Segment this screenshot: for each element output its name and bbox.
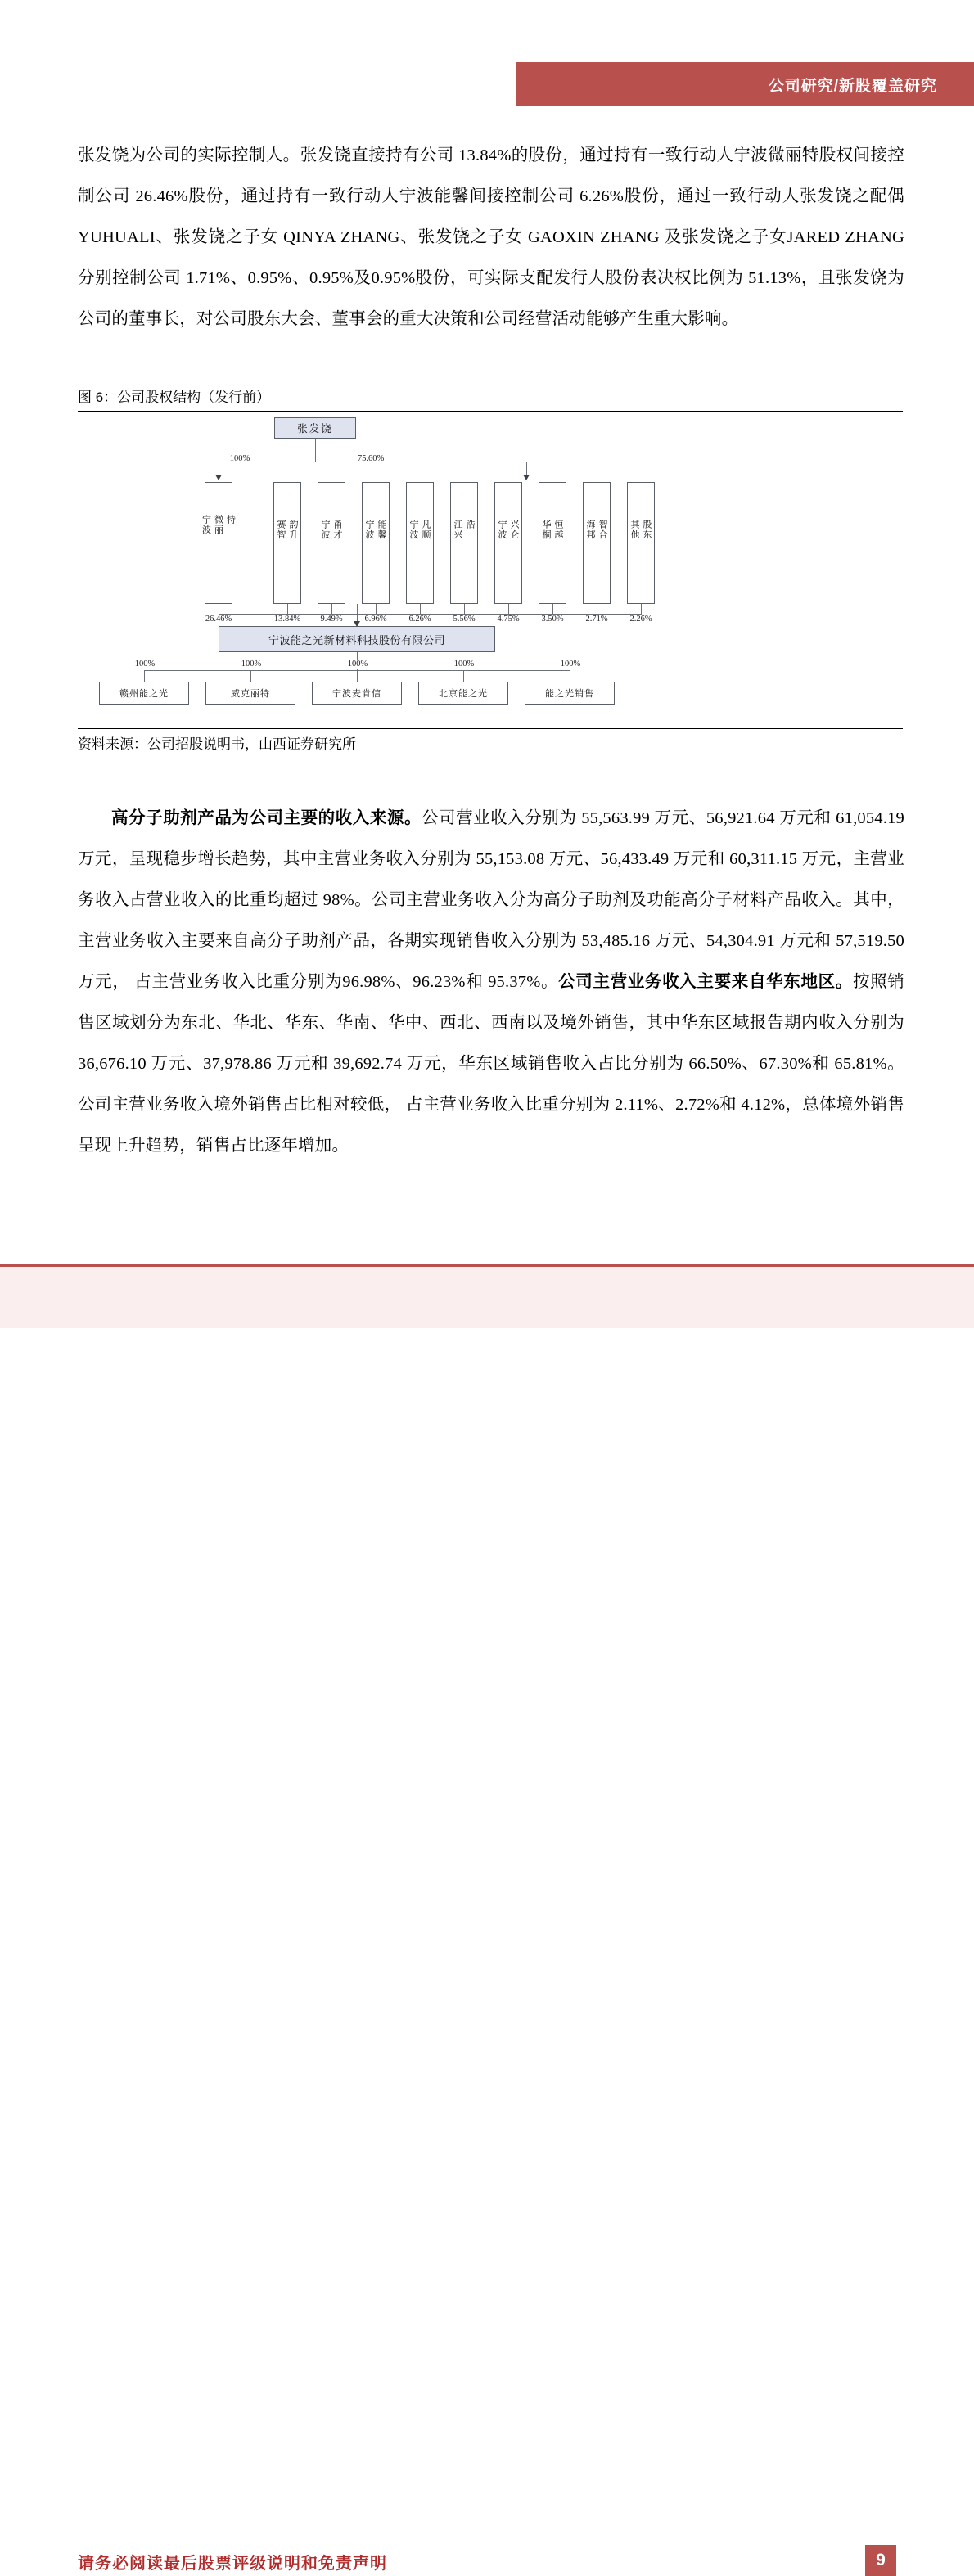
connector-drop-nengxin <box>526 462 527 475</box>
shareholder-pct-9: 2.26% <box>629 615 652 624</box>
shareholder-name-6-a: 宁波 <box>497 520 507 540</box>
node-issuer-company: 宁波能之光新材料科技股份有限公司 <box>219 626 495 652</box>
node-actual-controller: 张发饶 <box>274 417 356 439</box>
shareholder-box-8 <box>583 482 611 604</box>
subsidiary-pct-3: 100% <box>443 660 485 669</box>
page-number-badge: 9 <box>865 2545 896 2576</box>
page-footer <box>0 1267 974 2573</box>
main-content-top <box>78 135 904 340</box>
shareholder-name-6-b: 兴仑 <box>509 520 520 540</box>
shareholder-name-0-a: 宁波 <box>201 515 212 535</box>
shareholder-name-9-a: 其他 <box>629 520 640 540</box>
shareholder-name-7-a: 华桐 <box>541 520 552 540</box>
connector-root-down <box>315 439 316 462</box>
shareholder-pct-5: 5.56% <box>453 615 476 624</box>
shareholder-name-4-a: 宁波 <box>408 520 419 540</box>
paragraph-revenue <box>78 798 904 1166</box>
revenue-lead: 高分子助剂产品为公司主要的收入来源。 <box>111 809 422 827</box>
shareholder-pct-1: 13.84% <box>273 615 301 624</box>
connector-shareholders-bar <box>219 614 642 615</box>
shareholder-name-8-b: 智合 <box>597 520 608 540</box>
shareholder-name-5-b: 浩 <box>465 520 476 530</box>
connector-sh5-down <box>464 604 465 614</box>
shareholder-name-8-a: 海邦 <box>585 520 596 540</box>
connector-sub2-down <box>357 670 358 682</box>
connector-sh4-down <box>420 604 421 614</box>
region-body: 按照销售区域划分为东北、华北、华东、华南、华中、西北、西南以及境外销售，其中华东区域报告期内收入分别为 36,676.10 万元、37,978.86 万元和 39,692.74 万元，华东区域销售收入占比分别为 66.50%、67.30%和 65.81%。公司主营业务收入境外销售占比相对较低， 占主营业务收入比重分别为 2.11%、2.72%和 4.12%，总体境外销售呈现上升趋势，销售占比逐年增加。 <box>78 973 904 1155</box>
arrow-to-nengxin <box>523 475 530 480</box>
shareholder-name-1-b: 韵升 <box>288 520 299 540</box>
footer-disclaimer: 请务必阅读最后股票评级说明和免责声明 <box>78 2555 387 2573</box>
shareholder-pct-3: 6.96% <box>364 615 387 624</box>
connector-sub1-down <box>250 670 251 682</box>
page-header <box>0 62 974 106</box>
shareholder-pct-2: 9.49% <box>320 615 343 624</box>
node-subsidiary-4: 能之光销售 <box>525 682 615 705</box>
node-subsidiary-3: 北京能之光 <box>418 682 508 705</box>
shareholder-box-5 <box>450 482 478 604</box>
shareholder-name-4-b: 凡顺 <box>421 520 431 540</box>
subsidiary-pct-4: 100% <box>549 660 592 669</box>
header-title: 公司研究/新股覆盖研究 <box>768 77 937 95</box>
figure-source: 资料来源：公司招股说明书，山西证券研究所 <box>78 736 356 752</box>
shareholder-name-1-a: 赛智 <box>276 520 286 540</box>
arrow-to-weilite <box>215 475 222 480</box>
node-subsidiary-2: 宁波麦肯信 <box>312 682 402 705</box>
shareholder-pct-0: 26.46% <box>205 615 232 624</box>
connector-sh6-down <box>508 604 509 614</box>
shareholder-box-1 <box>273 482 301 604</box>
main-content-bottom <box>78 798 904 1166</box>
shareholder-name-3-a: 宁波 <box>364 520 375 540</box>
connector-sub3-down <box>463 670 464 682</box>
connector-sh1-down <box>287 604 288 614</box>
paragraph-control-person: 张发饶为公司的实际控制人。张发饶直接持有公司 13.84%的股份，通过持有一致行动人宁波微丽特股权间接控制公司 26.46%股份，通过持有一致行动人宁波能馨间接控制公司 6.26%股份，通过一致行动人张发饶之配偶 YUHUALI、张发饶之子女 QINYA ZHANG、张发饶之子女 GAOXIN ZHANG 及张发饶之子女JARED ZHANG 分别控制公司 1.71%、0.95%、0.95%及0.95%股份，可实际支配发行人股份表决权比例为 51.13%，且张发饶为公司的董事长，对公司股东大会、董事会的重大决策和公司经营活动能够产生重大影响。 <box>78 146 904 328</box>
shareholder-name-7-b: 恒越 <box>553 520 564 540</box>
connector-sh3-down <box>376 604 377 614</box>
shareholder-name-2-a: 宁波 <box>320 520 331 540</box>
shareholder-box-3 <box>362 482 390 604</box>
connector-sh2-down <box>331 604 332 614</box>
shareholder-box-6 <box>494 482 522 604</box>
connector-sub0-down <box>144 670 145 682</box>
shareholder-pct-8: 2.71% <box>585 615 608 624</box>
revenue-body: 公司营业收入分别为 55,563.99 万元、56,921.64 万元和 61,054.19 万元，呈现稳步增长趋势，其中主营业务收入分别为 55,153.08 万元、56,433.49 万元和 60,311.15 万元，主营业务收入占营业收入的比重均超过 98%。公司主营业务收入分为高分子助剂及功能高分子材料产品收入。其中，主营业务收入主要来自高分子助剂产品，各期实现销售收入分别为 53,485.16 万元、54,304.91 万元和 57,519.50 万元， 占主营业务收入比重分别为96.98%、96.23%和 95.37%。 <box>78 809 904 991</box>
node-subsidiary-0: 赣州能之光 <box>99 682 189 705</box>
shareholder-box-2 <box>318 482 345 604</box>
connector-sh9-down <box>641 604 642 614</box>
shareholder-name-0-c: 特 <box>225 515 237 525</box>
shareholder-pct-4: 6.26% <box>408 615 431 624</box>
shareholder-pct-7: 3.50% <box>541 615 564 624</box>
link-label-100: 100% <box>222 454 258 463</box>
shareholder-name-0-b: 微丽 <box>213 515 224 535</box>
region-lead: 公司主营业务收入主要来自华东地区。 <box>558 973 853 991</box>
shareholder-box-7 <box>539 482 566 604</box>
shareholder-name-3-b: 能馨 <box>377 520 387 540</box>
subsidiary-pct-1: 100% <box>230 660 273 669</box>
connector-sh7-down <box>552 604 553 614</box>
figure-equity-structure <box>78 411 903 729</box>
shareholder-box-0 <box>201 482 237 604</box>
figure-caption: 图 6：公司股权结构（发行前） <box>78 390 271 405</box>
node-subsidiary-1: 威克丽特 <box>205 682 295 705</box>
subsidiary-pct-0: 100% <box>124 660 166 669</box>
subsidiary-pct-2: 100% <box>336 660 379 669</box>
shareholder-name-5-a: 江兴 <box>453 520 463 540</box>
org-chart <box>78 412 903 728</box>
shareholder-pct-6: 4.75% <box>497 615 520 624</box>
header-divider <box>0 106 974 107</box>
link-label-7560: 75.60% <box>348 454 394 463</box>
shareholder-box-9 <box>627 482 655 604</box>
shareholder-box-4 <box>406 482 434 604</box>
shareholder-name-2-b: 甬才 <box>332 520 343 540</box>
shareholder-name-9-b: 股东 <box>642 520 652 540</box>
